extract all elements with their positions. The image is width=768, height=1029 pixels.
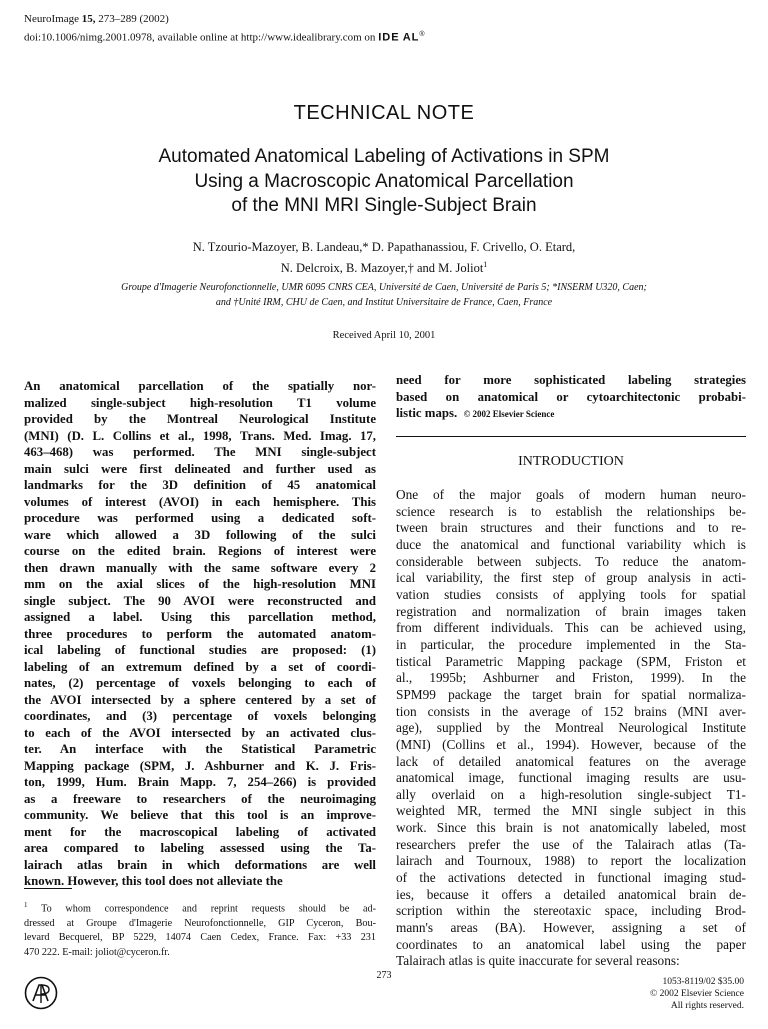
text-line: the AVOI intersected by a sphere centered by a set of (24, 692, 376, 707)
author-line: N. Tzourio-Mazoyer, B. Landeau,* D. Papathanassiou, F. Crivello, O. Etard, (192, 240, 576, 254)
text-line: vation studies consists of applying tools for spatial (396, 586, 746, 602)
footnote-line: dressed at Groupe d'Imagerie Neurofonctionnelle, GIP Cyceron, Bou- (24, 917, 376, 929)
text-line: labeling of an extremum defined by a set of coordi- (24, 659, 376, 674)
text-line: anatomical image, functional imaging results are usu- (396, 770, 746, 786)
text-line: al., 1995b; Ashburner and Friston, 1999). In the (396, 670, 746, 686)
text-line: science research is to establish the relationships be- (396, 503, 746, 519)
text-line: lairach and Tournoux, 1988) to report the localization (396, 853, 746, 869)
text-line: known. However, this tool does not alleviate the (24, 874, 283, 888)
title-line: of the MNI MRI Single-Subject Brain (231, 195, 537, 216)
received-date: Received April 10, 2001 (332, 330, 436, 341)
text-line: from different individuals. This can be achieved using, (396, 620, 746, 636)
text-line: duce the anatomical and functional variability which is (396, 536, 746, 552)
text-line: work. Since this brain is not anatomically labeled, most (396, 820, 746, 836)
abstract-divider (396, 436, 746, 437)
footnote-marker: 1 (24, 901, 28, 909)
footnote-rule (24, 888, 72, 889)
academic-press-logo (24, 976, 58, 1010)
issn-rights: All rights reserved. (670, 1001, 744, 1011)
text-line: Mapping package (SPM, J. Ashburner and K. J. Fris- (24, 758, 376, 773)
text-line: 463–468) was performed. The MNI single-subject (24, 445, 376, 459)
issn-copyright: © 2002 Elsevier Science (649, 989, 744, 999)
text-line: ical labeling of functional studies are proposed: (1) (24, 643, 376, 657)
affiliation-line: and †Unité IRM, CHU de Caen, and Institut Universitaire de France, Caen, France (215, 297, 553, 308)
text-line: landmarks for the 3D definition of 45 anatomical (24, 478, 376, 492)
text-line: weighted MR, termed the MNI single subject in this (396, 803, 746, 819)
journal-name: NeuroImage (24, 13, 79, 25)
title-line: Using a Macroscopic Anatomical Parcellation (194, 170, 574, 192)
text-line: then drawn manually with the same software every 2 (24, 560, 376, 575)
affiliations (0, 280, 768, 310)
text-line: tween brain structures and their functions and to re- (396, 520, 746, 536)
text-line: researchers prefer the use of the Talairach atlas (Ta- (396, 836, 746, 852)
text-line: course on the edited brain. Regions of interest were (24, 544, 376, 558)
abstract-left-column (24, 378, 376, 890)
text-line: registration and normalization of brain images taken (396, 603, 746, 619)
abstract-right-column (396, 372, 746, 423)
text-line: age), supplied by the Montreal Neurological Institute (396, 720, 746, 736)
text-line: of the activations detected in functional imaging stud- (396, 870, 746, 886)
text-line: area compared to labeling assessed using the Ta- (24, 841, 376, 855)
issn-block (650, 976, 744, 1012)
text-line: ies, because it offers a detailed anatomical brain de- (396, 886, 746, 902)
text-line: assigned a label. Using this parcellation method, (24, 610, 376, 624)
text-line: volumes of interest (AVOI) in each hemisphere. This (24, 494, 376, 509)
author-list (0, 238, 768, 277)
text-line: coordinates to an anatomical label using the paper (396, 936, 746, 952)
text-line: ment for the macroscopical labeling of activated (24, 824, 376, 839)
footnote-marker: 1 (483, 260, 488, 269)
issn-price: 1053-8119/02 $35.00 (662, 977, 744, 987)
text-line: mm on the axial slices of the high-resolution MNI (24, 577, 376, 591)
text-line: as a freeware to researchers of the neuroimaging (24, 791, 376, 806)
text-line: (MNI) (Collins et al., 1994). However, because of the (396, 736, 746, 752)
text-line: in particular, the procedure implemented in the Sta- (396, 636, 746, 652)
correspondence-footnote (24, 898, 376, 960)
text-line: ton, 1999, Hum. Brain Mapp. 7, 254–266) is provided (24, 775, 376, 789)
abstract-line: need for more sophisticated labeling strategies (396, 373, 746, 387)
introduction-body (396, 487, 746, 970)
title-line: Automated Anatomical Labeling of Activations in SPM (158, 146, 610, 167)
ideal-logo: IDE AL® (378, 31, 426, 44)
doi-text: doi:10.1006/nimg.2001.0978, available online at http://www.idealibrary.com on (24, 31, 376, 44)
journal-pages: 273–289 (2002) (98, 13, 169, 25)
text-line: (MNI) (D. L. Collins et al., 1998, Trans. Med. Imag. 17, (24, 428, 376, 443)
text-line: lairach atlas brain in which deformations are well (24, 857, 376, 872)
text-line: to each of the AVOI intersected by an activated clus- (24, 725, 376, 740)
text-line: considerable between subjects. To reduce the anatom- (396, 553, 746, 569)
text-line: Talairach atlas is quite inaccurate for several reasons: (396, 953, 680, 969)
text-line: tion consists in the average of 152 brains (MNI aver- (396, 703, 746, 719)
text-line: malized single-subject high-resolution T1 volume (24, 395, 376, 410)
text-line: One of the major goals of modern human neuro- (396, 487, 746, 502)
page-number: 273 (376, 970, 392, 981)
section-heading-introduction: INTRODUCTION (518, 454, 624, 469)
text-line: nates, (2) percentage of voxels belonging to each of (24, 676, 376, 690)
doi-line (24, 27, 426, 46)
article-type-label: TECHNICAL NOTE (293, 102, 475, 124)
text-line: ally overlaid on a high-resolution single-subject T1- (396, 786, 746, 802)
text-line: coordinates, and (3) percentage of voxels belonging (24, 709, 376, 723)
abstract-line: listic maps. © 2002 Elsevier Science (396, 406, 555, 420)
footnote-line: 470 222. E-mail: joliot@cyceron.fr. (24, 946, 170, 958)
text-line: ical variability, the first step of group analysis in acti- (396, 570, 746, 586)
text-line: ter. An interface with the Statistical Parametric (24, 742, 376, 756)
text-line: scription within the stereotaxic space, including Brod- (396, 903, 746, 919)
text-line: single subject. The 90 AVOI were reconstructed and (24, 593, 376, 608)
text-line: lack of detailed anatomical features on the average (396, 753, 746, 769)
abstract-copyright: © 2002 Elsevier Science (463, 409, 555, 419)
abstract-line: based on anatomical or cytoarchitectonic probabi- (396, 389, 746, 404)
affiliation-line: Groupe d'Imagerie Neurofonctionnelle, UMR 6095 CNRS CEA, Université de Caen, Université de Paris 5; *INSERM U320, Caen; (121, 282, 647, 293)
text-line: three procedures to perform the automated anatom- (24, 626, 376, 641)
journal-volume: 15, (81, 13, 96, 25)
text-line: community. We believe that this tool is an improve- (24, 808, 376, 822)
text-line: mann's areas (BA). However, assigning a set of (396, 920, 746, 936)
footnote-line: levard Becquerel, BP 5229, 14074 Caen Cedex, France. Fax: +33 231 (24, 932, 376, 944)
text-line: main sulci were first delineated and further used as (24, 461, 376, 476)
text-line: provided by the Montreal Neurological Institute (24, 412, 376, 426)
text-line: ware which allowed a 3D following of the sulci (24, 527, 376, 542)
text-line: tistical Parametric Mapping package (SPM, Friston et (396, 653, 746, 669)
journal-header (24, 12, 426, 46)
text-line: An anatomical parcellation of the spatially nor- (24, 379, 376, 393)
journal-citation (24, 12, 426, 27)
article-title (0, 145, 768, 219)
text-line: SPM99 package the target brain for spatial normaliza- (396, 686, 746, 702)
footnote-line: $^1$ To whom correspondence and reprint requests should be ad- (24, 901, 376, 915)
author-line: N. Delcroix, B. Mazoyer,† and M. Joliot$^1$ (280, 260, 488, 276)
text-line: procedure was performed using a dedicated soft- (24, 511, 376, 525)
